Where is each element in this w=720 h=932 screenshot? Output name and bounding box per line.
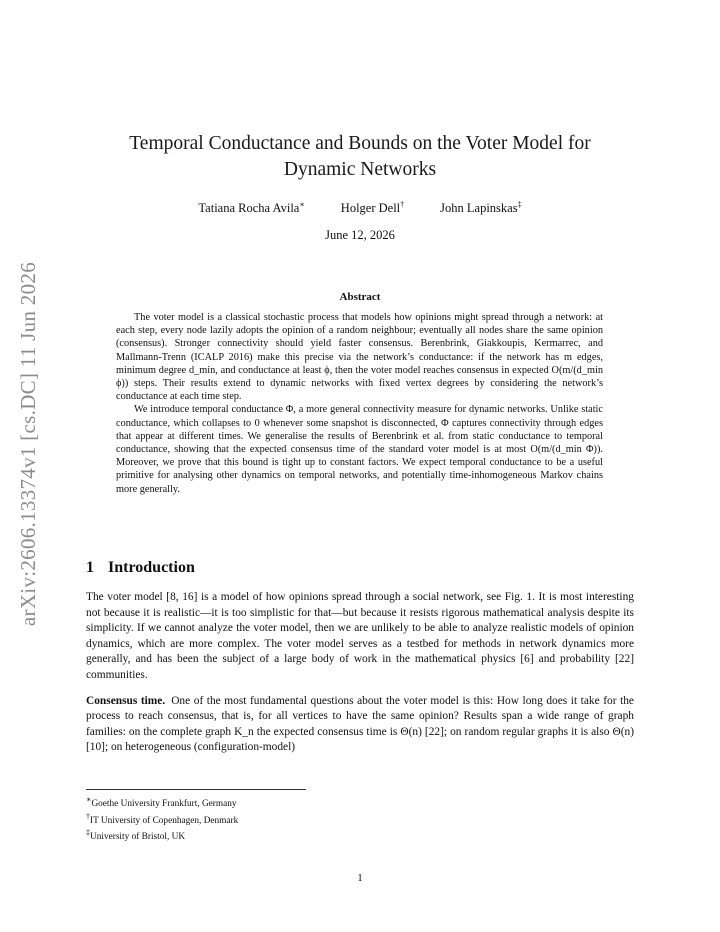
footnotes <box>86 794 238 844</box>
footnote-divider <box>86 789 306 790</box>
author: Holger Dell† <box>340 200 405 216</box>
paper-title: Temporal Conductance and Bounds on the Voter Model for Dynamic Networks <box>129 133 591 180</box>
footnote: ∗Goethe University Frankfurt, Germany <box>86 795 237 810</box>
section-number: 1 <box>86 559 94 576</box>
section-title: Introduction <box>108 559 195 576</box>
abstract-heading: Abstract <box>339 291 381 303</box>
author: John Lapinskas‡ <box>440 200 522 216</box>
body-paragraph: Consensus time. One of the most fundamental questions about the voter model is this: How long does it take for the process to reach consensus, that is, for all vertices to have the same opinion? Results span a wide range of graph families: on the complete graph K_n the expected consensus time is Θ(n) [22]; on random regular graphs it is also Θ(n) [10]; on heterogeneous (configuration-model) <box>86 694 634 754</box>
section-heading <box>86 559 195 577</box>
abstract-body <box>116 311 603 496</box>
page-number: 1 <box>357 872 363 884</box>
arxiv-identifier: arXiv:2606.13374v1 [cs.DC] 11 Jun 2026 <box>16 262 40 627</box>
author: Tatiana Rocha Avila∗ <box>198 200 305 216</box>
abstract-paragraph: We introduce temporal conductance Φ, a more general connectivity measure for dynamic networks. Unlike static conductance, which collapses to 0 whenever some snapshot is disconnected, Φ captures connectivity through edges that appear at different times. We generalise the results of Berenbrink et al. from static conductance to temporal conductance, showing that the expected consensus time of the standard voter model is at most O(m/(d_min Φ)). Moreover, we prove that this bound is tight up to constant factors. We expect temporal conductance to be a useful primitive for analysing other dynamics on temporal networks, and potentially time-inhomogeneous Markov chains more generally. <box>116 404 603 495</box>
footnote: ‡University of Bristol, UK <box>86 828 186 843</box>
author-list <box>100 200 620 216</box>
abstract-paragraph: The voter model is a classical stochastic process that models how opinions might spread through a network: at each step, every node lazily adopts the opinion of a random neighbour; eventually all nodes share the same opinion (consensus). Stronger connectivity should yield faster consensus. Berenbrink, Giakkoupis, Kermarrec, and Mallmann-Trenn (ICALP 2016) make this precise via the network’s conductance: if the network has m edges, minimum degree d_min, and conductance at least ϕ, then the voter model reaches consensus in expected O(m/(d_min ϕ)) steps. Their results extend to dynamic networks with fixed vertex degrees by considering the network’s conductance at each time step. <box>116 312 603 403</box>
paragraph-heading: Consensus time. <box>86 694 166 707</box>
introduction-body <box>86 590 634 756</box>
paper-date: June 12, 2026 <box>325 228 395 242</box>
footnote: †IT University of Copenhagen, Denmark <box>86 811 239 826</box>
body-paragraph: The voter model [8, 16] is a model of how opinions spread through a social network, see Fig. 1. It is most interesting not because it is realistic—it is too simplistic for that—but because it resists rigorous mathematical analysis despite its simplicity. If we cannot analyze the voter model, then we are unlikely to be able to analyze realistic models of opinion dynamics, which are more complex. The voter model serves as a testbed for methods in network dynamics more generally, and has been the subject of a large body of work in the mathematical physics [6] and probability [22] communities. <box>86 591 634 681</box>
